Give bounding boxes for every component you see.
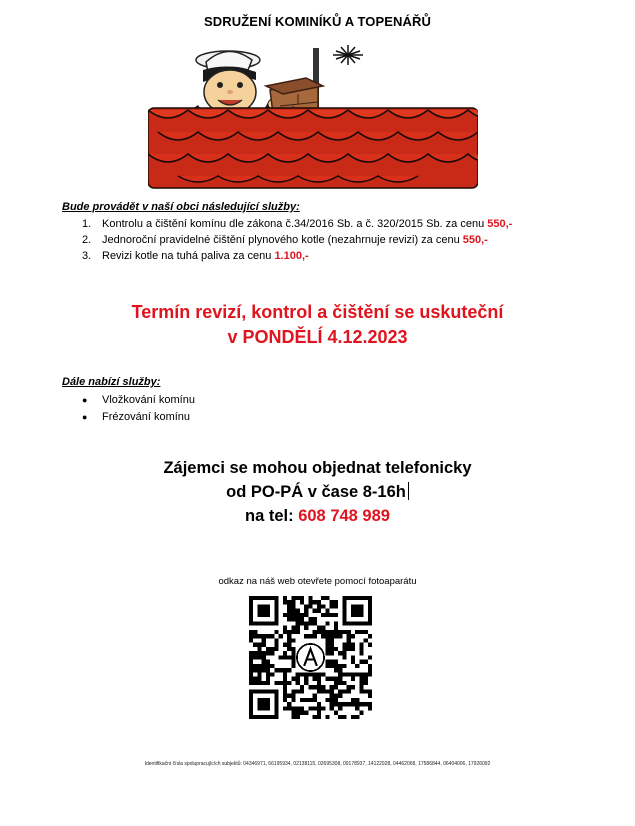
services-heading: Bude provádět v naší obci následující služby: — [62, 201, 300, 213]
termin-line-2: v PONDĚLÍ 4.12.2023 — [227, 327, 408, 347]
bullet-icon: ● — [82, 395, 88, 405]
phone-number[interactable]: 608 748 989 — [298, 507, 390, 525]
more-services-heading: Dále nabízí služby: — [62, 376, 161, 388]
page-title: SDRUŽENÍ KOMINÍKŮ A TOPENÁŘŮ — [204, 14, 431, 29]
list-item: 1. Kontrolu a čištění komínu dle zákona č.34/2016 Sb. a č. 320/2015 Sb. za cenu 550,- — [82, 218, 513, 230]
qr-code-icon[interactable] — [249, 596, 372, 719]
text-cursor — [408, 482, 409, 500]
footer-ids: Identifikační čísla spolupracujících subjektů: 04346971, 66195934, 02138115, 02695308, 09178937, 14122928, 04462068, 17586844, 06404006, 17926092 — [144, 761, 491, 767]
price: 550,- — [487, 218, 513, 230]
list-item: ● Frézování komínu — [62, 409, 462, 426]
contact-line-3: na tel: 608 748 989 — [245, 507, 390, 525]
appointment-date-notice — [0, 300, 635, 350]
list-item: 3. Revizi kotle na tuhá paliva za cenu 1.100,- — [82, 250, 309, 262]
price: 550,- — [462, 234, 488, 246]
more-services-list — [62, 392, 462, 426]
contact-section — [0, 456, 635, 528]
contact-line-1: Zájemci se mohou objednat telefonicky — [163, 459, 472, 477]
price: 1.100,- — [274, 250, 309, 262]
chimney-sweep-on-roof-icon — [148, 40, 478, 190]
services-list — [62, 216, 602, 264]
more-services-section — [62, 376, 462, 426]
list-item: ● Vložkování komínu — [62, 392, 462, 409]
qr-caption: odkaz na náš web otevřete pomocí fotoaparátu — [218, 576, 417, 587]
contact-line-2: od PO-PÁ v čase 8-16h — [0, 480, 635, 504]
bullet-icon: ● — [82, 412, 88, 422]
services-section — [62, 201, 602, 264]
list-item: 2. Jednoroční pravidelné čištění plynového kotle (nezahrnuje revizi) za cenu 550,- — [82, 234, 488, 246]
termin-line-1: Termín revizí, kontrol a čištění se uskuteční — [131, 302, 504, 322]
